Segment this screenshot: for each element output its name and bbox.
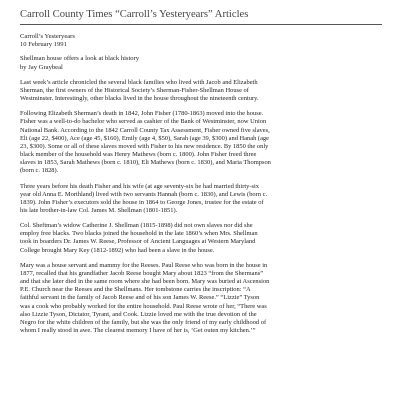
paragraph-line: Following Elizabeth Sherman’s death in 1842, John Fisher (1780-1863) moved into the house. — [20, 110, 264, 118]
paragraph-line: year old Anna E. Morthland) lived with two servants Hannah (born c. 1830), and Lewis (born c. — [20, 190, 268, 198]
paragraph-line: 23, $300). Some or all of these slaves moved with Fisher to his new residence. By 1850 the only — [20, 142, 269, 150]
paragraph-line: took in boarders Dr. James W. Reese, Professor of Ancient Languages at Western Maryland — [20, 238, 256, 246]
paragraph-line: faithful servant in the family of Jacob Reese and of his son James W. Reese.” “Lizzie” Tyson — [20, 294, 260, 302]
paragraph-line: 1877, recalled that his grandfather Jacob Reese bought Mary about 1823 “from the Shermans” — [20, 269, 264, 277]
paragraph-line: also Lizzie Tyson, Dictator, Tyrant, and Cook. Lizzie loved me with the true devotion of the — [20, 310, 257, 318]
paragraph-line: Three years before his death Fisher and his wife (at age seventy-six he had married thirty-six — [20, 182, 259, 190]
article-paragraph — [20, 222, 382, 255]
article-headline: Shellman house offers a look at black history — [20, 55, 140, 63]
paragraph-line: his late brother-in-law Col. James M. Shellman (1801-1851). — [20, 207, 178, 214]
article-date: 10 February 1991 — [20, 41, 67, 49]
article-paragraph — [20, 110, 382, 175]
paragraph-line: 1839). John Fisher’s executors sold the house in 1864 to George Jones, trustee for the estate of — [20, 198, 264, 206]
paragraph-line: Eli (age 22, $400), Ace (age 45, $160), Emily (age 4, $50), Sarah (age 39, $300) and Hanah (age — [20, 134, 270, 142]
paragraph-line: Last week’s article chronicled the several black families who lived with Jacob and Elizabeth — [20, 78, 258, 86]
title-divider — [20, 24, 382, 25]
paragraph-line: and that she later died in the same room where she had been born. Mary was buried at Ascension — [20, 278, 270, 286]
article-paragraph — [20, 183, 382, 216]
paragraph-line: National Bank. According to the 1842 Carroll County Tax Assessment, Fisher owned five slaves, — [20, 126, 270, 134]
paragraph-line: slaves in 1853, Sarah Mathews (born c. 1810), Eli Mathews (born c. 1830), and Maria Thompson — [20, 159, 271, 167]
article-heading — [20, 55, 382, 71]
paragraph-line: Sherman, the first owners of the Historical Society’s Sherman-Fisher-Shellman House of — [20, 86, 249, 94]
paragraph-line: Col. Sheftman’s widow Catherine J. Shellman (1815-1898) did not own slaves nor did she — [20, 222, 253, 230]
paragraph-line: black member of the household was Henry Mathews (born c. 1800). John Fisher freed three — [20, 151, 257, 159]
document-page — [20, 8, 382, 342]
paragraph-line: Westminster. Interestingly, other blacks lived in the house throughout the nineteenth century. — [20, 95, 259, 103]
article-paragraph — [20, 79, 382, 103]
article-paragraph — [20, 262, 382, 335]
article-meta — [20, 33, 382, 49]
paragraph-line: whom I really stood in awe. The clearest memory I have of her is, ‘Get outen my kitchen.’” — [20, 327, 256, 335]
article-body — [20, 79, 382, 335]
column-name: Carroll’s Yesteryears — [20, 33, 75, 40]
paragraph-line: employ free blacks. Two blacks joined the household in the late 1860’s when Mrs. Shellman — [20, 230, 258, 238]
document-title: Carroll County Times “Carroll’s Yesterye​ars” Articles — [20, 9, 249, 20]
paragraph-line: Mary was a house servant and mammy for the Reeses. Paul Reese who was born in the house in — [20, 261, 268, 269]
paragraph-line: College brought Mary Key (1812-1892) who had been a slave in the house. — [20, 246, 215, 254]
paragraph-line: Fisher was a well-to-do bachelor who served as cashier of the Bank of Westminster, now Union — [20, 118, 267, 126]
paragraph-line: was a cook who probably worked for the entire household. Paul Reese wrote of her, “There was — [20, 302, 267, 310]
paragraph-line: Negro for the white children of the family, but she was the only friend of my early childhood of — [20, 318, 267, 326]
article-byline: by Jay Graybeal — [20, 63, 63, 71]
paragraph-line: P.E. Church near the Reeses and the Shellmans. Her tombstone carries the inscription: “A — [20, 286, 251, 294]
paragraph-line: (born c. 1828). — [20, 167, 59, 175]
